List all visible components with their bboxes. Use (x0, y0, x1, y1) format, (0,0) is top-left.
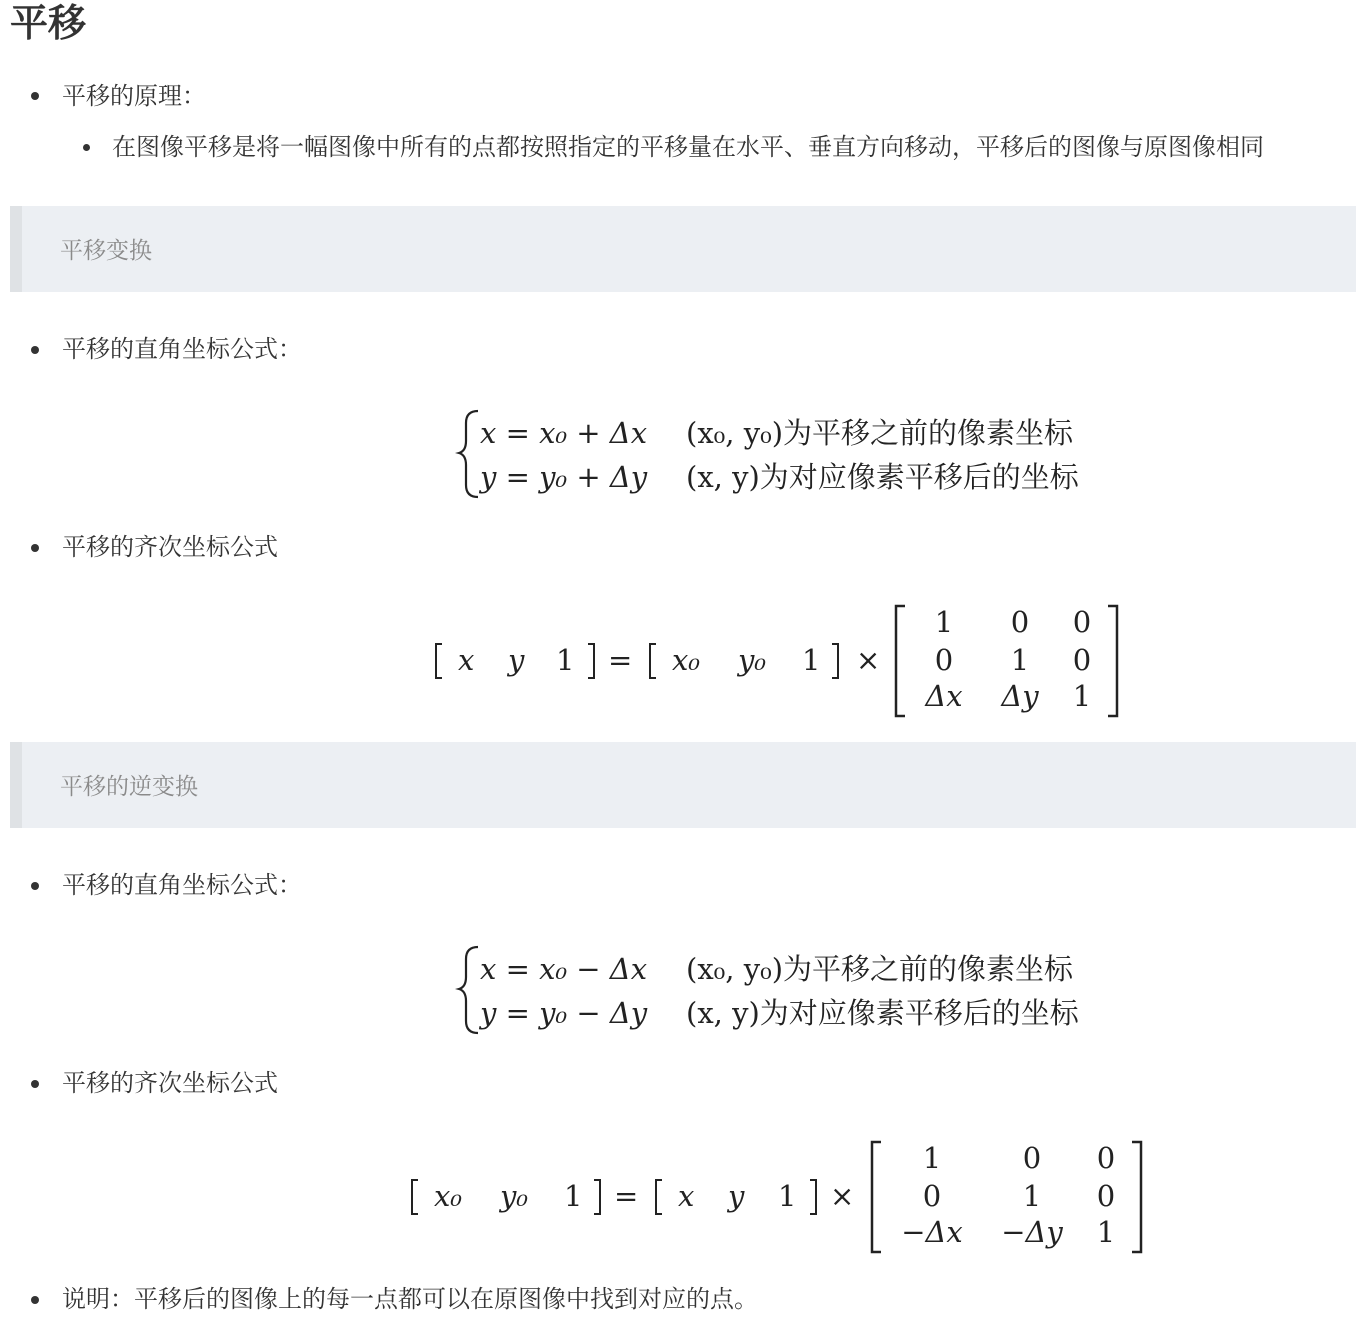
bracket-left (656, 1180, 662, 1214)
principle-text: 在图像平移是将一幅图像中所有的点都按照指定的平移量在水平、垂直方向移动，平移后的图像与原图像相同 (112, 133, 1264, 161)
matrix-cell: 0 (1096, 1179, 1116, 1213)
inverse-note1: (x₀, y₀)为平移之前的像素坐标 (686, 952, 1074, 986)
lhs-x: x (458, 643, 475, 677)
forward-eq2: y = y₀ + Δy (480, 460, 648, 494)
explanation-text: 说明：平移后的图像上的每一点都可以在原图像中找到对应的点。 (62, 1285, 758, 1313)
left-brace (459, 947, 478, 1033)
matrix-cell: 1 (1096, 1215, 1116, 1249)
inverse-rect-label: 平移的直角坐标公式： (62, 871, 302, 899)
bullet-dot (31, 1296, 39, 1304)
left-brace (459, 411, 478, 497)
forward-note1: (x₀, y₀)为平移之前的像素坐标 (686, 416, 1074, 450)
inverse-note2: (x, y)为对应像素平移后的坐标 (686, 996, 1079, 1030)
inverse-rect-formula (456, 941, 1116, 1041)
forward-eq1: x = x₀ + Δx (480, 416, 648, 450)
bracket-left (650, 644, 656, 678)
bracket-right (588, 644, 594, 678)
inverse-homog-formula (406, 1136, 1146, 1261)
lhs-y0: y₀ (500, 1179, 529, 1213)
bullet-dot (31, 882, 39, 890)
lhs-x0: x₀ (434, 1179, 462, 1213)
forward-homog-label: 平移的齐次坐标公式 (62, 533, 278, 561)
bracket-left (412, 1180, 418, 1214)
forward-note2: (x, y)为对应像素平移后的坐标 (686, 460, 1079, 494)
bracket-right (810, 1180, 816, 1214)
equals-sign: = (614, 1179, 639, 1213)
forward-rect-formula (456, 405, 1116, 505)
lhs-y: y (508, 643, 525, 677)
bullet-dot (31, 92, 39, 100)
principle-label: 平移的原理： (62, 82, 206, 110)
matrix-cell: 1 (1010, 643, 1030, 677)
bullet-dot (31, 346, 39, 354)
bullet-dot (31, 544, 39, 552)
heading-forward (10, 206, 1356, 292)
inverse-eq2: y = y₀ − Δy (480, 996, 648, 1030)
heading-forward-text: 平移变换 (60, 238, 152, 264)
rhs-one: 1 (802, 643, 821, 677)
bracket-left (436, 644, 442, 678)
rhs-one: 1 (778, 1179, 797, 1213)
rhs-y: y (728, 1179, 745, 1213)
matrix-bracket-left (896, 606, 905, 716)
matrix-bracket-right (1132, 1142, 1141, 1252)
matrix-cell: Δy (1001, 679, 1039, 713)
matrix-cell: 0 (1096, 1141, 1116, 1175)
rhs-y0: y₀ (738, 643, 767, 677)
matrix-cell: 0 (1010, 605, 1030, 639)
matrix-bracket-left (872, 1142, 881, 1252)
matrix-cell: 1 (1022, 1179, 1042, 1213)
heading-inverse-text: 平移的逆变换 (60, 774, 198, 800)
lhs-one: 1 (564, 1179, 583, 1213)
rhs-x0: x₀ (672, 643, 700, 677)
matrix-cell: 1 (922, 1141, 942, 1175)
bracket-right (594, 1180, 600, 1214)
matrix-cell: 1 (1072, 679, 1092, 713)
matrix-bracket-right (1108, 606, 1117, 716)
page-title: 平移 (10, 1, 87, 45)
times-sign: × (856, 643, 881, 677)
equals-sign: = (608, 643, 633, 677)
forward-homog-formula (430, 600, 1130, 725)
times-sign: × (830, 1179, 855, 1213)
matrix-cell: −Δx (901, 1215, 963, 1249)
matrix-cell: 0 (1072, 643, 1092, 677)
inverse-eq1: x = x₀ − Δx (480, 952, 648, 986)
matrix-cell: 0 (1072, 605, 1092, 639)
bullet-dot (83, 144, 90, 151)
bullet-dot (31, 1080, 39, 1088)
bracket-right (832, 644, 838, 678)
inverse-homog-label: 平移的齐次坐标公式 (62, 1069, 278, 1097)
matrix-cell: 1 (934, 605, 954, 639)
matrix-cell: 0 (1022, 1141, 1042, 1175)
matrix-cell: −Δy (1001, 1215, 1063, 1249)
forward-rect-label: 平移的直角坐标公式： (62, 335, 302, 363)
heading-inverse (10, 742, 1356, 828)
rhs-x: x (678, 1179, 695, 1213)
matrix-cell: 0 (934, 643, 954, 677)
lhs-one: 1 (556, 643, 575, 677)
matrix-cell: Δx (925, 679, 963, 713)
matrix-cell: 0 (922, 1179, 942, 1213)
